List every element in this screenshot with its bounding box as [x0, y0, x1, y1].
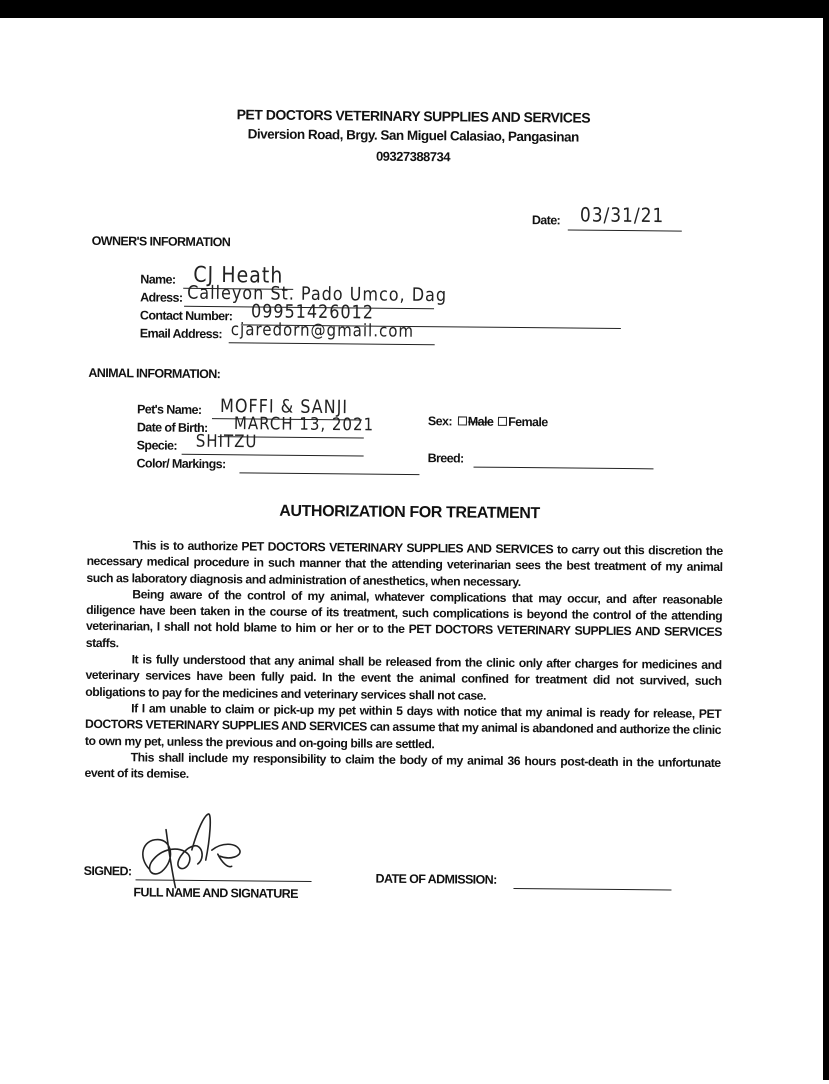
owner-email-label: Email Address: [139, 326, 222, 342]
signed-label: SIGNED: [83, 863, 132, 879]
owner-section-title: OWNER'S INFORMATION [91, 233, 231, 250]
dob-label: Date of Birth: [136, 420, 208, 436]
authorization-paragraph: If I am unable to claim or pick-up my pet within 5 days with notice that my animal is ready for release, PET DOCTORS VETERINARY SUPPLIES AND SERVICES can assume that my animal is abandoned and authorize the clinic to own my pet, unless the previous and on-going bills are settled. [84, 701, 722, 751]
date-line [568, 229, 682, 231]
sex-option-female: Female [508, 414, 548, 430]
owner-name-label: Name: [140, 272, 176, 287]
breed-label: Breed: [427, 451, 464, 466]
color-label: Color/ Markings: [136, 456, 226, 472]
sex-field [428, 414, 548, 429]
authorization-title: AUTHORIZATION FOR TREATMENT [279, 502, 540, 523]
authorization-body [84, 537, 722, 788]
pet-name-label: Pet's Name: [136, 402, 202, 417]
signature-scribble [131, 809, 252, 890]
specie-value: SHITZU [195, 430, 258, 452]
breed-line [474, 467, 654, 470]
admission-label: DATE OF ADMISSION: [375, 871, 497, 887]
owner-address-label: Adress: [140, 290, 183, 305]
authorization-paragraph: It is fully understood that any animal shall be released from the clinic only after charges for medicines and veterinary services have been fully paid. In the event the animal confined for treatment did not survived, such obligations to pay for the medicines and veterinary services shall not case. [85, 652, 722, 703]
authorization-paragraph: This shall include my responsibility to claim the body of my animal 36 hours post-death in the unfortunate event of its demise. [84, 750, 721, 782]
clinic-phone: 09327388734 [375, 148, 451, 165]
signature-caption: FULL NAME AND SIGNATURE [133, 885, 298, 901]
authorization-paragraph: This is to authorize PET DOCTORS VETERINARY SUPPLIES AND SERVICES to carry out this discretion the necessary medical procedure in such manner that the attending veterinarian sees the best treatment of my animal such as laboratory diagnosis and administration of anesthetics, when necessary. [86, 538, 723, 589]
owner-email-line [229, 342, 435, 345]
date-label: Date: [531, 213, 561, 228]
owner-contact-label: Contact Number: [139, 308, 233, 324]
animal-section-title: ANIMAL INFORMATION: [88, 365, 221, 382]
sex-option-male: Male [467, 414, 494, 429]
authorization-paragraph: Being aware of the control of my animal, whatever complications that may occur, and after reasonable diligence have been taken in the course of its treatment, such complications is beyond the control of the attending veterinarian, I shall not hold blame to him or her or to the PET DOCTORS VETERINARY SUPPLIES AND SERVICES staffs. [85, 587, 723, 650]
owner-name-value: CJ Heath [193, 262, 284, 289]
owner-address-value: Calleyon St. Pado Umco, Dag [187, 281, 448, 306]
date-value: 03/31/21 [579, 204, 665, 228]
sex-label: Sex: [427, 414, 453, 429]
color-line [239, 472, 419, 475]
sex-checkbox-female[interactable] [498, 417, 507, 426]
clinic-address: Diversion Road, Brgy. San Miguel Calasiao, Pangasinan [247, 126, 579, 145]
admission-line [513, 888, 671, 891]
clinic-name: PET DOCTORS VETERINARY SUPPLIES AND SERVICES [236, 106, 591, 126]
pet-name-value: MOFFI & SANJI [219, 394, 349, 418]
dob-value: MARCH 13, 2021 [233, 412, 375, 435]
sex-checkbox-male[interactable] [458, 416, 467, 425]
owner-email-value: cjaredorn@gmail.com [230, 318, 415, 342]
owner-contact-value: 09951426012 [250, 300, 375, 324]
specie-label: Specie: [136, 438, 178, 453]
